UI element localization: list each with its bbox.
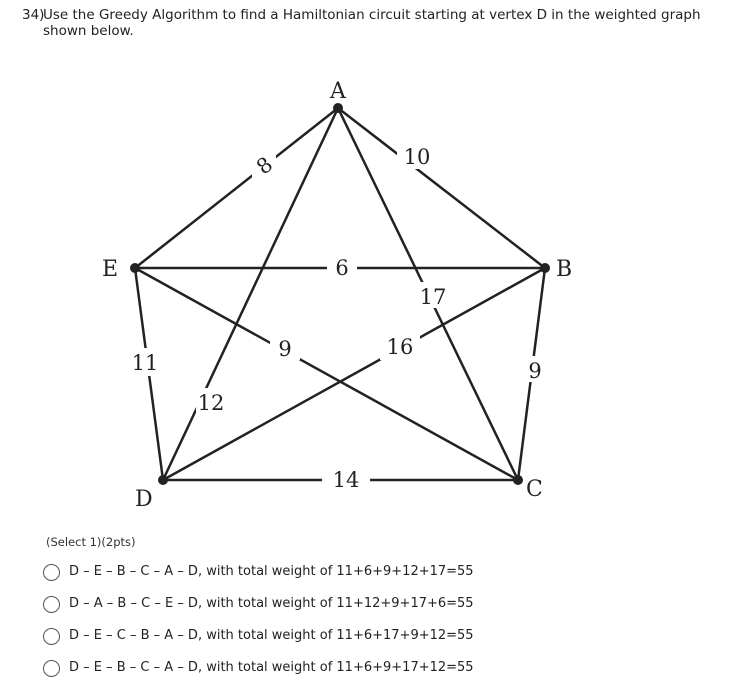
- question-text: Use the Greedy Algorithm to find a Hamiltonian circuit starting at vertex D in the weighted graph shown below.: [43, 7, 701, 39]
- vertex-d-label: D: [135, 487, 153, 510]
- option-label: D – E – C – B – A – D, with total weight of 11+6+17+9+12=55: [69, 628, 474, 643]
- edge-a-e: [135, 108, 338, 268]
- edge-b-d: [163, 268, 545, 480]
- edge-e-c: [135, 268, 518, 480]
- weight-d-c: 14: [332, 468, 360, 492]
- select-note: (Select 1)(2pts): [46, 535, 136, 549]
- edge-a-b: [338, 108, 545, 268]
- weight-a-e: 8: [251, 152, 278, 180]
- answer-option-2[interactable]: [43, 594, 603, 618]
- radio-button[interactable]: [43, 564, 60, 581]
- vertex-e-label: E: [102, 257, 119, 282]
- answer-option-4[interactable]: [43, 658, 603, 682]
- vertex-d-dot: [158, 475, 168, 485]
- vertex-b-dot: [540, 263, 550, 273]
- weight-b-c: 9: [528, 359, 542, 383]
- option-label: D – E – B – C – A – D, with total weight of 11+6+9+17+12=55: [69, 660, 474, 675]
- vertex-c-label: C: [526, 477, 543, 502]
- radio-button[interactable]: [43, 660, 60, 677]
- weight-a-b: 10: [403, 145, 431, 169]
- weighted-graph: [80, 70, 610, 510]
- answer-option-3[interactable]: [43, 626, 603, 650]
- vertex-c-dot: [513, 475, 523, 485]
- radio-button[interactable]: [43, 628, 60, 645]
- vertex-a-label: A: [330, 79, 346, 104]
- vertex-b-label: B: [556, 257, 573, 282]
- question-number: 34): [22, 7, 45, 23]
- weight-e-d: 11: [131, 351, 159, 375]
- vertex-e-dot: [130, 263, 140, 273]
- vertex-a-dot: [333, 103, 343, 113]
- answer-option-1[interactable]: [43, 562, 603, 586]
- edge-a-d: [163, 108, 338, 480]
- option-label: D – E – B – C – A – D, with total weight of 11+6+9+12+17=55: [69, 564, 474, 579]
- weight-b-d: 16: [386, 335, 414, 359]
- weight-e-c: 9: [278, 337, 292, 361]
- weight-e-b: 6: [335, 256, 349, 280]
- weight-a-d: 12: [197, 391, 225, 415]
- option-label: D – A – B – C – E – D, with total weight of 11+12+9+17+6=55: [69, 596, 474, 611]
- weight-a-c: 17: [419, 285, 447, 309]
- radio-button[interactable]: [43, 596, 60, 613]
